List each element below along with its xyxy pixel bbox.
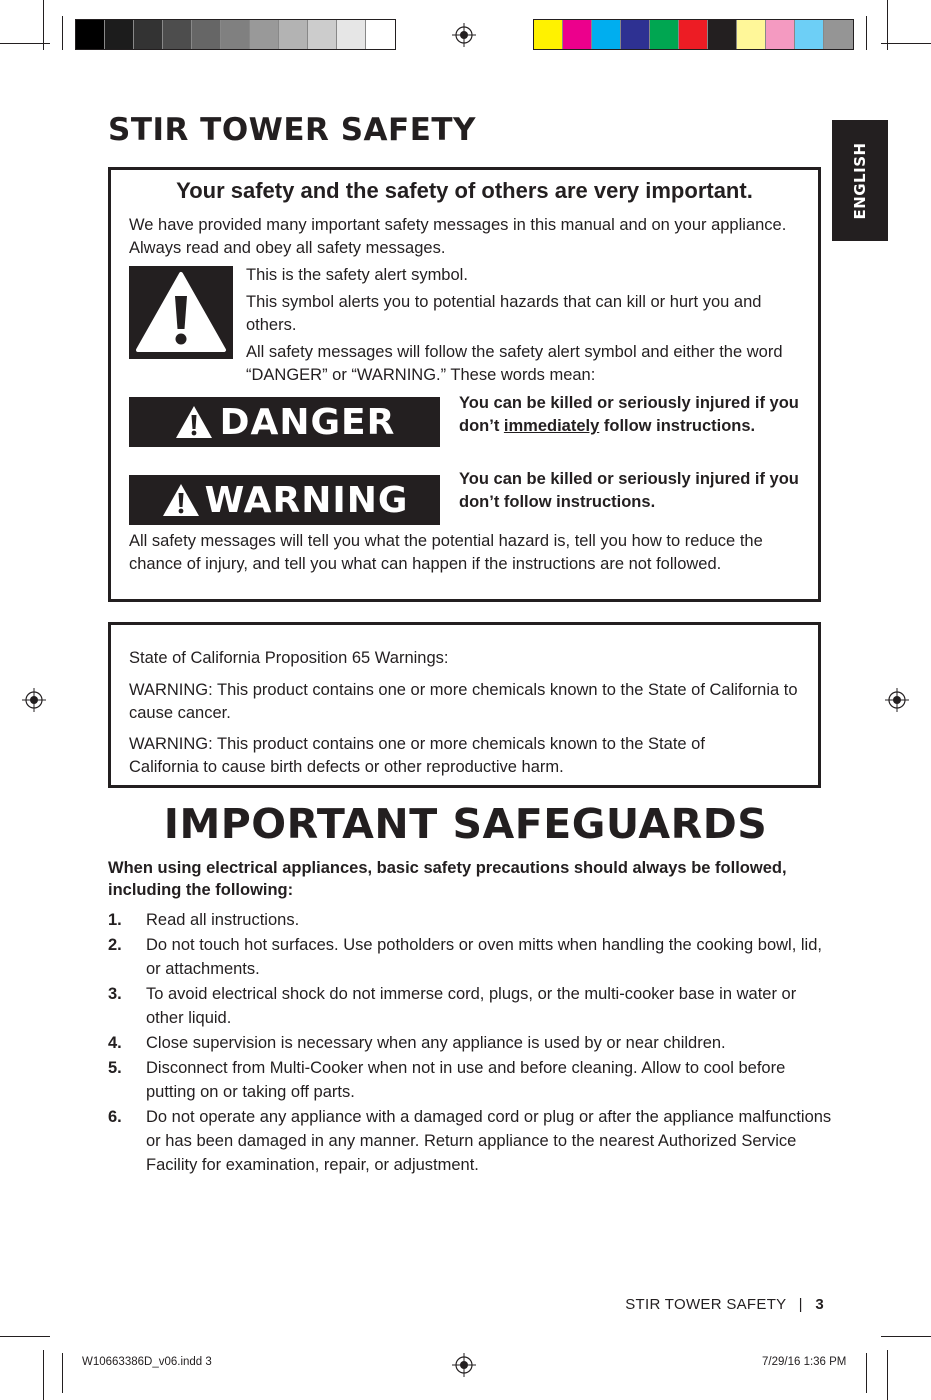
danger-meaning <box>459 392 804 438</box>
gray-swatch <box>163 20 192 49</box>
slug-rule <box>866 1353 867 1393</box>
prop65-warning-reproductive: WARNING: This product contains one or more chemicals known to the State of California to cause birth defects or other reproductive harm. <box>129 735 705 776</box>
color-swatch <box>766 20 795 49</box>
crop-mark <box>881 1336 931 1337</box>
list-item-number: 4. <box>108 1034 122 1052</box>
danger-alert-icon <box>174 404 214 440</box>
registration-mark-icon <box>452 23 476 47</box>
safeguards-title: IMPORTANT SAFEGUARDS <box>163 800 768 848</box>
color-swatch <box>592 20 621 49</box>
color-swatch <box>621 20 650 49</box>
list-item-text: Close supervision is necessary when any appliance is used by or near children. <box>146 1034 726 1052</box>
crop-mark <box>887 1350 888 1400</box>
slug-rule <box>62 16 63 50</box>
list-item-text: Disconnect from Multi-Cooker when not in use and before cleaning. Allow to cool before putting on or taking off parts. <box>146 1059 786 1101</box>
page-number: 3 <box>815 1296 824 1313</box>
registration-mark-icon <box>885 688 909 712</box>
gray-swatch <box>105 20 134 49</box>
crop-mark <box>43 1350 44 1400</box>
gray-swatch <box>134 20 163 49</box>
slug-timestamp: 7/29/16 1:36 PM <box>762 1356 847 1368</box>
safeguards-intro: When using electrical appliances, basic safety precautions should always be followed, including the following: <box>108 859 787 899</box>
color-swatch <box>534 20 563 49</box>
color-swatch <box>563 20 592 49</box>
language-tab-label: ENGLISH <box>851 141 869 220</box>
signal-word-explanation: All safety messages will follow the safety alert symbol and either the word “DANGER” or “WARNING.” These words mean: <box>246 343 783 384</box>
list-item-number: 1. <box>108 911 122 929</box>
list-item <box>108 1031 838 1055</box>
safety-alert-symbol <box>129 266 233 359</box>
running-head: STIR TOWER SAFETY <box>625 1296 787 1313</box>
gray-swatch <box>76 20 105 49</box>
slug-rule <box>866 16 867 50</box>
crop-mark <box>887 0 888 50</box>
safety-intro: We have provided many important safety messages in this manual and on your appliance. Always read and obey all safety messages. <box>129 216 787 257</box>
warning-banner <box>129 475 440 525</box>
grayscale-color-bar <box>75 19 396 50</box>
gray-swatch <box>366 20 395 49</box>
safety-headline: Your safety and the safety of others are very important. <box>176 178 753 203</box>
list-item <box>108 908 838 932</box>
language-tab <box>832 120 888 241</box>
color-swatch <box>679 20 708 49</box>
prop65-warning-cancer: WARNING: This product contains one or more chemicals known to the State of California to cause cancer. <box>129 681 798 722</box>
symbol-meaning: This symbol alerts you to potential hazards that can kill or hurt you and others. <box>246 293 762 334</box>
list-item-number: 2. <box>108 936 122 954</box>
list-item-text: Do not operate any appliance with a damaged cord or plug or after the appliance malfunctions or has been damaged in any manner. Return appliance to the nearest Authorized Service Facility for examination, repair, or adjustment. <box>146 1108 832 1174</box>
color-swatch <box>737 20 766 49</box>
safety-alert-triangle-icon <box>129 266 233 359</box>
list-item <box>108 933 838 981</box>
registration-mark-icon <box>452 1353 476 1377</box>
list-item <box>108 982 838 1030</box>
list-item-text: Read all instructions. <box>146 911 300 929</box>
gray-swatch <box>192 20 221 49</box>
danger-word: DANGER <box>219 401 396 443</box>
safety-message-box <box>108 167 821 602</box>
safety-closing: All safety messages will tell you what the potential hazard is, tell you how to reduce the chance of injury, and tell you what can happen if the instructions are not followed. <box>129 532 763 573</box>
danger-text-after: follow instructions. <box>599 417 756 435</box>
footer-separator: | <box>798 1296 803 1313</box>
prop65-box <box>108 622 821 788</box>
list-item-text: Do not touch hot surfaces. Use potholders or oven mitts when handling the cooking bowl, lid, or attachments. <box>146 936 822 978</box>
gray-swatch <box>308 20 337 49</box>
crop-mark <box>43 0 44 50</box>
warning-meaning: You can be killed or seriously injured if you don’t follow instructions. <box>459 470 799 511</box>
page-title: STIR TOWER SAFETY <box>108 112 476 148</box>
warning-word: WARNING <box>204 479 409 521</box>
color-swatch <box>824 20 853 49</box>
warning-alert-icon <box>161 482 201 518</box>
color-swatch <box>650 20 679 49</box>
safeguards-list <box>108 908 838 1178</box>
list-item-number: 3. <box>108 985 122 1003</box>
danger-banner <box>129 397 440 447</box>
danger-text-emphasis: immediately <box>503 417 600 435</box>
color-swatch <box>708 20 737 49</box>
color-swatch <box>795 20 824 49</box>
list-item-text: To avoid electrical shock do not immerse cord, plugs, or the multi-cooker base in water or other liquid. <box>146 985 797 1027</box>
process-color-bar <box>533 19 854 50</box>
list-item-number: 5. <box>108 1059 122 1077</box>
slug-rule <box>62 1353 63 1393</box>
crop-mark <box>0 1336 50 1337</box>
list-item-number: 6. <box>108 1108 122 1126</box>
gray-swatch <box>279 20 308 49</box>
gray-swatch <box>250 20 279 49</box>
symbol-line: This is the safety alert symbol. <box>246 266 468 284</box>
gray-swatch <box>337 20 366 49</box>
registration-mark-icon <box>22 688 46 712</box>
prop65-heading: State of California Proposition 65 Warnings: <box>129 649 449 667</box>
slug-filename: W10663386D_v06.indd 3 <box>82 1356 212 1368</box>
page-footer <box>625 1296 824 1313</box>
crop-mark <box>881 43 931 44</box>
gray-swatch <box>221 20 250 49</box>
danger-text-before: You can be killed or seriously injured if you don’t <box>459 394 799 435</box>
list-item <box>108 1056 838 1104</box>
list-item <box>108 1105 838 1177</box>
